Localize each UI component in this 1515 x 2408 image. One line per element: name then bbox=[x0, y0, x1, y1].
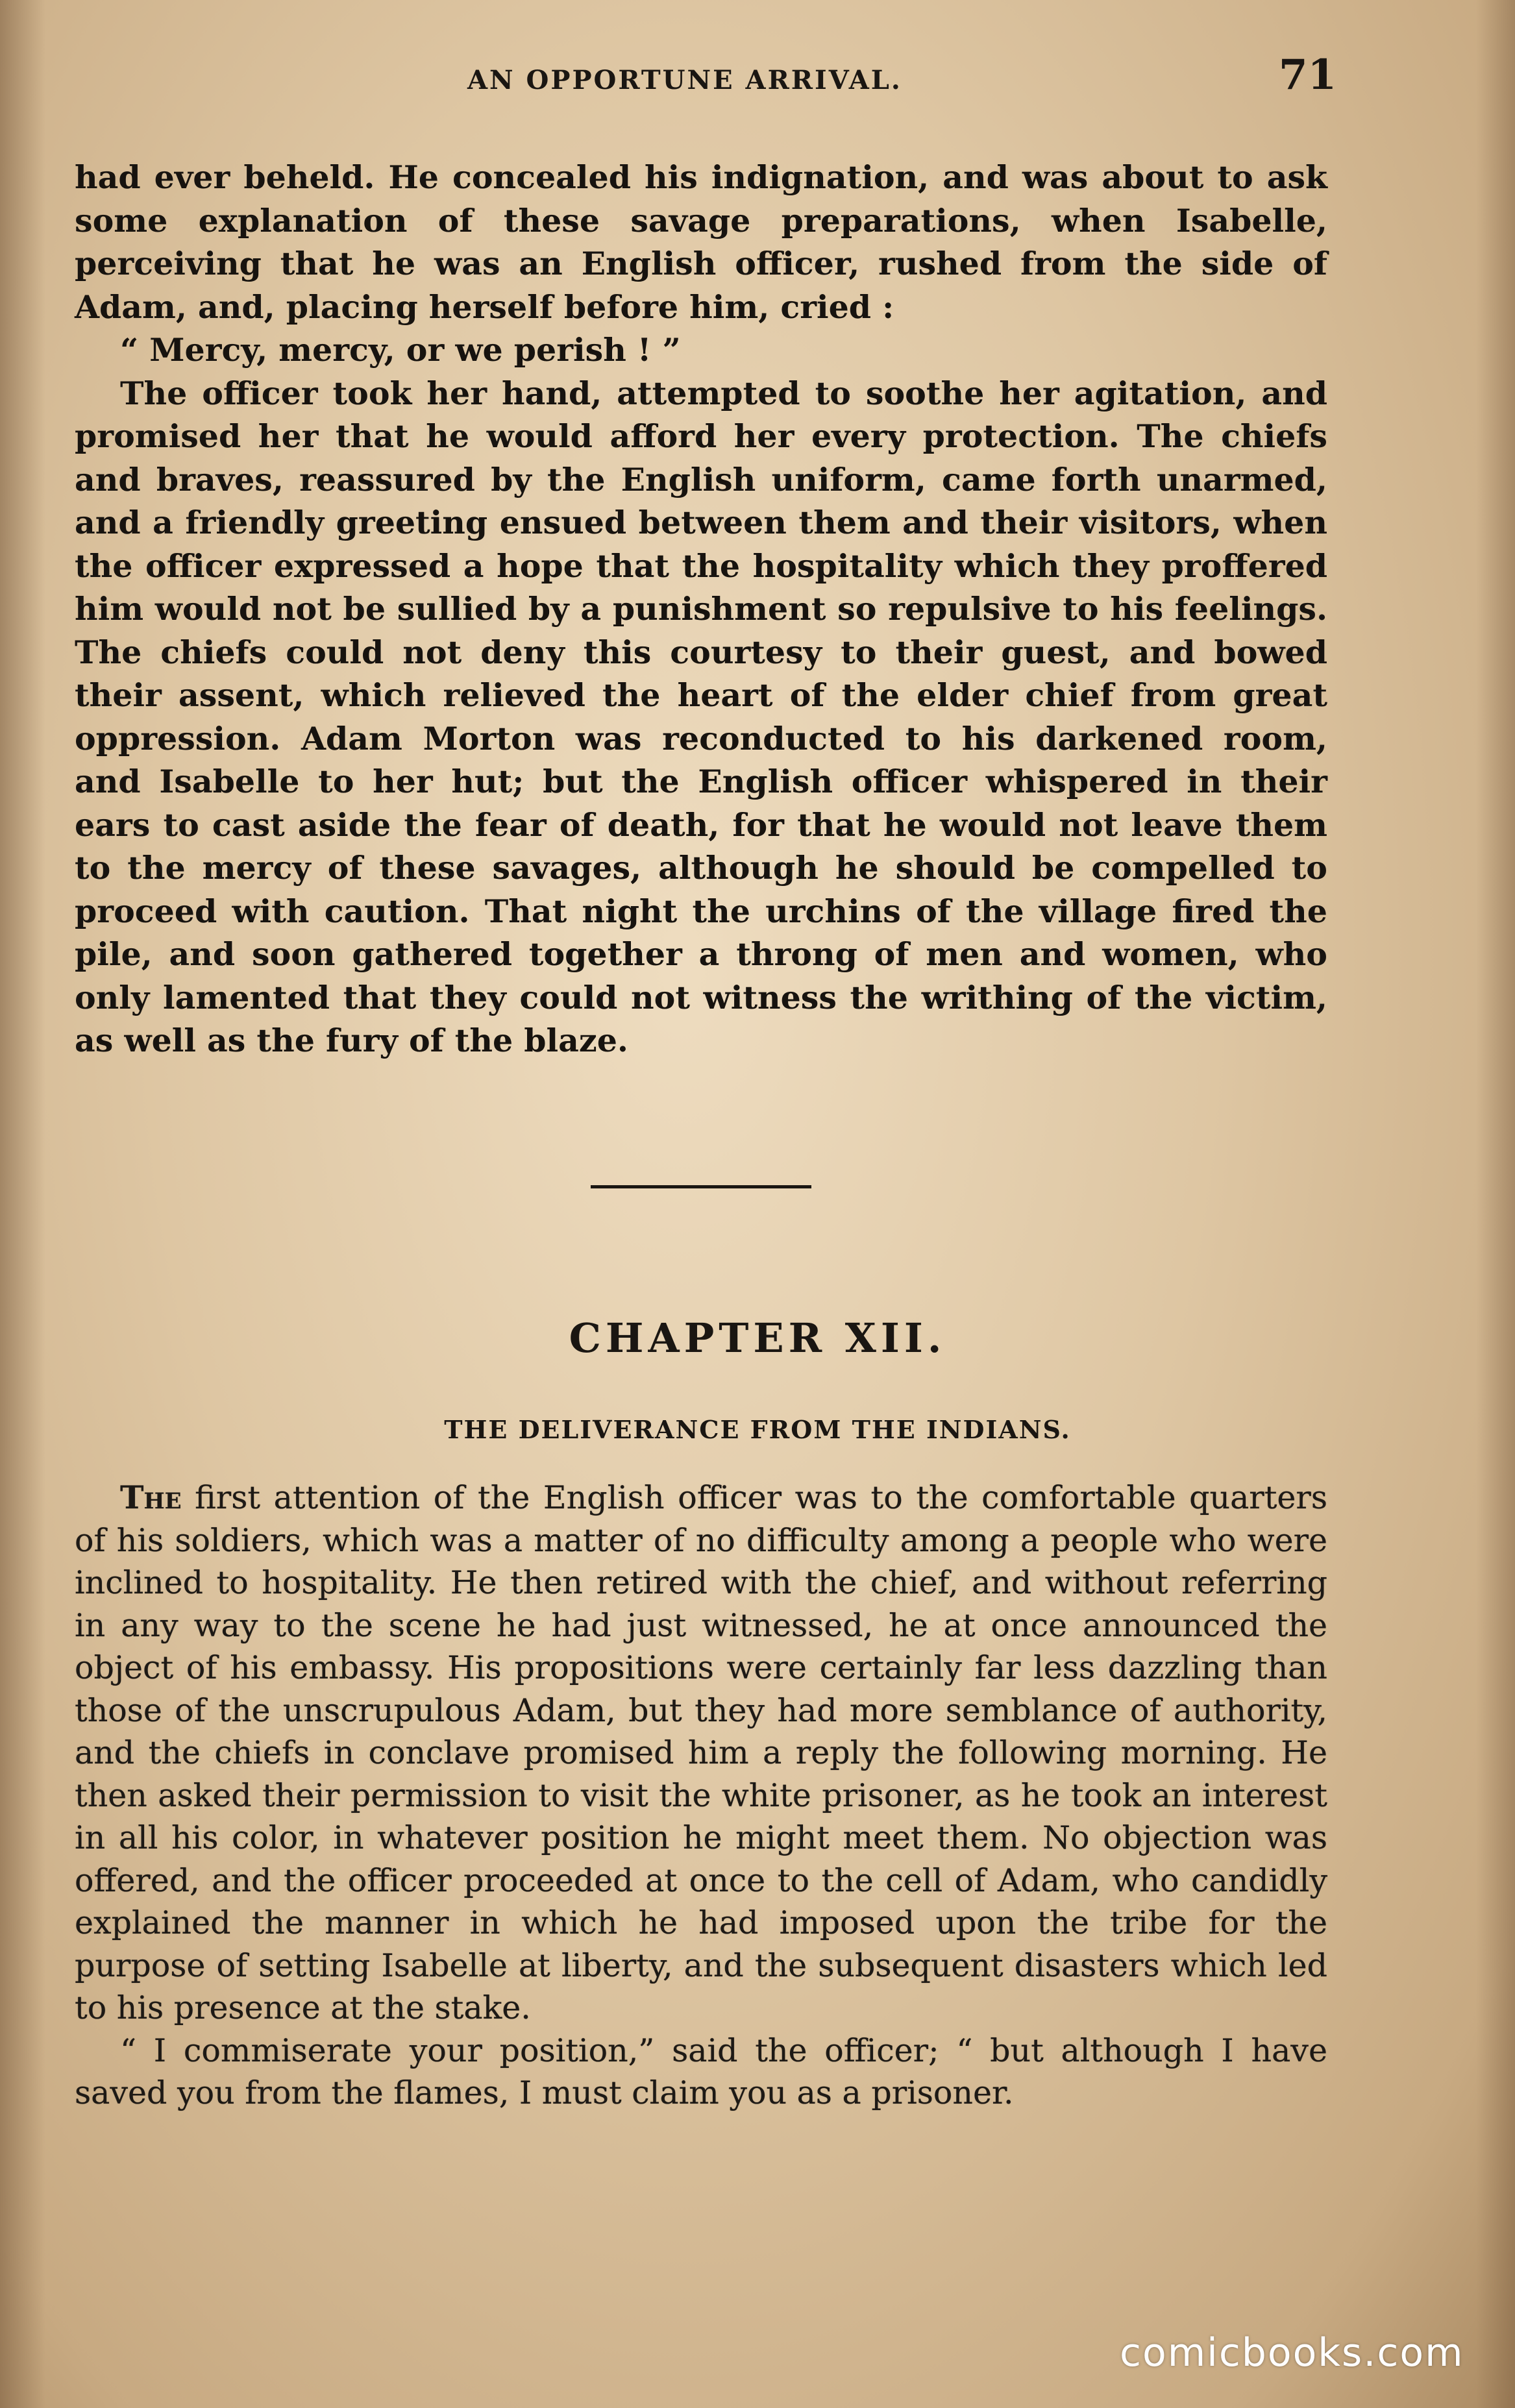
chapter-subtitle: THE DELIVERANCE FROM THE INDIANS. bbox=[444, 1415, 1071, 1444]
watermark: comicbooks.com bbox=[1120, 2330, 1464, 2376]
chapter-title: CHAPTER XII. bbox=[569, 1314, 946, 1362]
page-edge-shadow-right bbox=[1476, 0, 1515, 2408]
paragraph: “ Mercy, mercy, or we perish ! ” bbox=[120, 331, 681, 369]
page-edge-shadow-left bbox=[0, 0, 45, 2408]
body-text-bottom bbox=[75, 1477, 1327, 2115]
paragraph-body: first attention of the English officer was to the comfortable quarters of his soldiers, which was a matter of no difficulty among a people who were inclined to hospitality. He then retired with the chief, and without referring in any way to the scene he had just witnessed, he at once announced the object of his embassy. His propositions were certainly far less dazzling than those of the unscrupulous Adam, but they had more semblance of authority, and the chiefs in conclave promised him a reply the following morning. He then asked their permission to visit the white prisoner, as he took an interest in all his color, in whatever position he might meet them. No objection was offered, and the officer proceeded at once to the cell of Adam, who candidly explained the manner in which he had imposed upon the tribe for the purpose of setting Isabelle at liberty, and the subsequent disasters which led to his presence at the stake. bbox=[75, 1479, 1327, 2026]
paragraph bbox=[75, 1477, 1327, 2030]
running-head: AN OPPORTUNE ARRIVAL. bbox=[467, 65, 902, 95]
lead-word: The bbox=[120, 1479, 182, 1516]
paragraph: The officer took her hand, attempted to soothe her agitation, and promised her that he would afford her every protection. The chiefs and braves, reassured by the English uniform, came forth unarmed, and a friendly greeting ensued between them and their visitors, when the officer expressed a hope that the hospitality which they proffered him would not be sullied by a punishment so repulsive to his feelings. The chiefs could not deny this courtesy to their guest, and bowed their assent, which relieved the heart of the elder chief from great oppression. Adam Morton was reconducted to his darkened room, and Isabelle to her hut; but the English officer whispered in their ears to cast aside the fear of death, for that he would not leave them to the mercy of these savages, although he should be compelled to proceed with caution. That night the urchins of the village fired the pile, and soon gathered together a throng of men and women, who only lamented that they could not witness the writhing of the victim, as well as the fury of the blaze. bbox=[75, 374, 1327, 1059]
paragraph: had ever beheld. He concealed his indignation, and was about to ask some explanation of these savage preparations, when Isabelle, perceiving that he was an English officer, rushed from the side of Adam, and, placing herself before him, cried : bbox=[75, 158, 1327, 326]
paragraph: “ I commiserate your position,” said the officer; “ but although I have saved you from the flames, I must claim you as a prisoner. bbox=[75, 2032, 1327, 2111]
section-divider-rule bbox=[591, 1185, 811, 1188]
page-number: 71 bbox=[1279, 51, 1337, 99]
body-text-top bbox=[75, 156, 1327, 1063]
